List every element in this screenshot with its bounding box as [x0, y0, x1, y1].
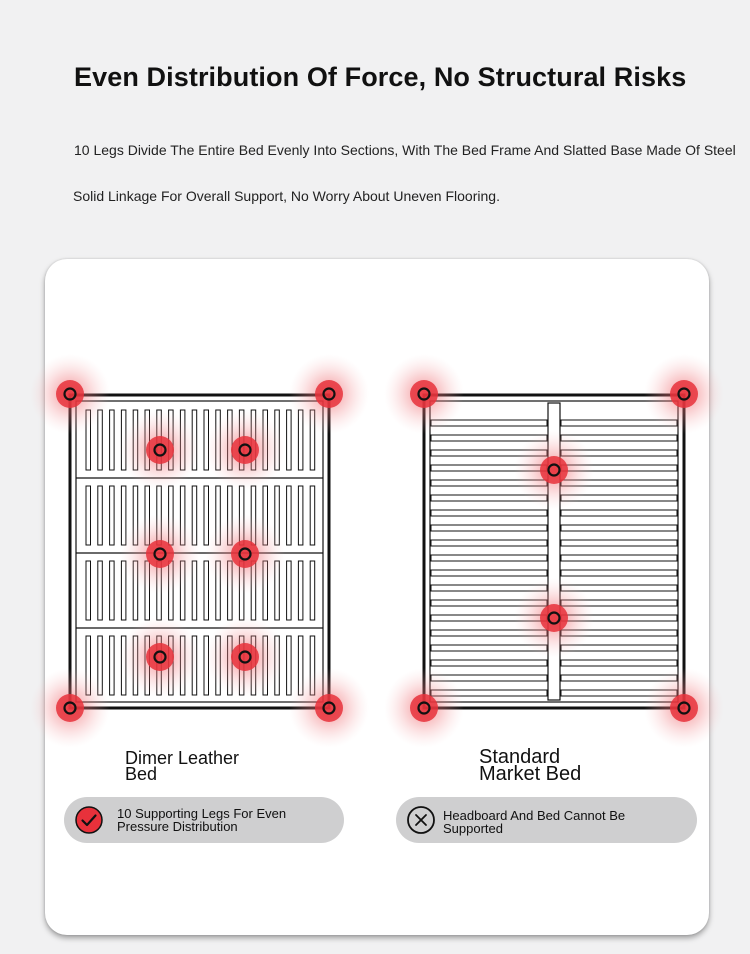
- left-feature-text: 10 Supporting Legs For Even Pressure Distribution: [117, 806, 287, 834]
- support-point-marker: [120, 514, 200, 594]
- slat: [110, 636, 115, 695]
- support-point-marker: [120, 617, 200, 697]
- slat: [98, 486, 103, 545]
- support-point-marker: [30, 668, 110, 748]
- slat: [431, 525, 547, 531]
- support-points: [30, 354, 724, 748]
- slat: [287, 410, 292, 470]
- support-point-marker: [514, 430, 594, 510]
- slat: [561, 540, 677, 546]
- slat: [298, 486, 303, 545]
- slat: [561, 525, 677, 531]
- slat: [431, 570, 547, 576]
- slat: [287, 561, 292, 620]
- right-bed-label: Standard Market Bed: [479, 746, 582, 785]
- slat: [98, 561, 103, 620]
- left-feature-pill: [64, 797, 344, 843]
- description-line-2: Solid Linkage For Overall Support, No Worry About Uneven Flooring.: [73, 188, 500, 204]
- check-circle-icon: [75, 806, 103, 834]
- slat: [287, 636, 292, 695]
- right-feature-pill: [396, 797, 697, 843]
- slat: [110, 486, 115, 545]
- slat: [298, 561, 303, 620]
- support-point-marker: [289, 354, 369, 434]
- slat: [561, 570, 677, 576]
- description-line-1: 10 Legs Divide The Entire Bed Evenly Into Sections, With The Bed Frame And Slatted Base Made Of Steel: [74, 142, 736, 158]
- support-point-marker: [30, 354, 110, 434]
- support-point-marker: [644, 354, 724, 434]
- support-point-marker: [644, 668, 724, 748]
- slat: [86, 561, 91, 620]
- slat: [110, 410, 115, 470]
- slat: [431, 555, 547, 561]
- slat: [86, 486, 91, 545]
- support-point-marker: [120, 410, 200, 490]
- slat: [431, 540, 547, 546]
- slat: [204, 486, 209, 545]
- support-point-marker: [384, 668, 464, 748]
- support-point-marker: [514, 578, 594, 658]
- slat: [287, 486, 292, 545]
- support-point-marker: [384, 354, 464, 434]
- slat: [561, 660, 677, 666]
- support-point-marker: [205, 410, 285, 490]
- slat: [110, 561, 115, 620]
- slat: [310, 486, 315, 545]
- support-point-marker: [289, 668, 369, 748]
- right-feature-text: Headboard And Bed Cannot Be Supported: [443, 808, 626, 836]
- page-title: Even Distribution Of Force, No Structural Risks: [74, 62, 687, 92]
- left-bed-label: Dimer Leather Bed: [125, 748, 240, 784]
- slat: [431, 660, 547, 666]
- support-point-marker: [205, 617, 285, 697]
- x-circle-icon: [407, 806, 435, 834]
- support-point-marker: [205, 514, 285, 594]
- slat: [204, 561, 209, 620]
- slat: [561, 510, 677, 516]
- slat: [310, 561, 315, 620]
- slat: [561, 555, 677, 561]
- slat: [431, 510, 547, 516]
